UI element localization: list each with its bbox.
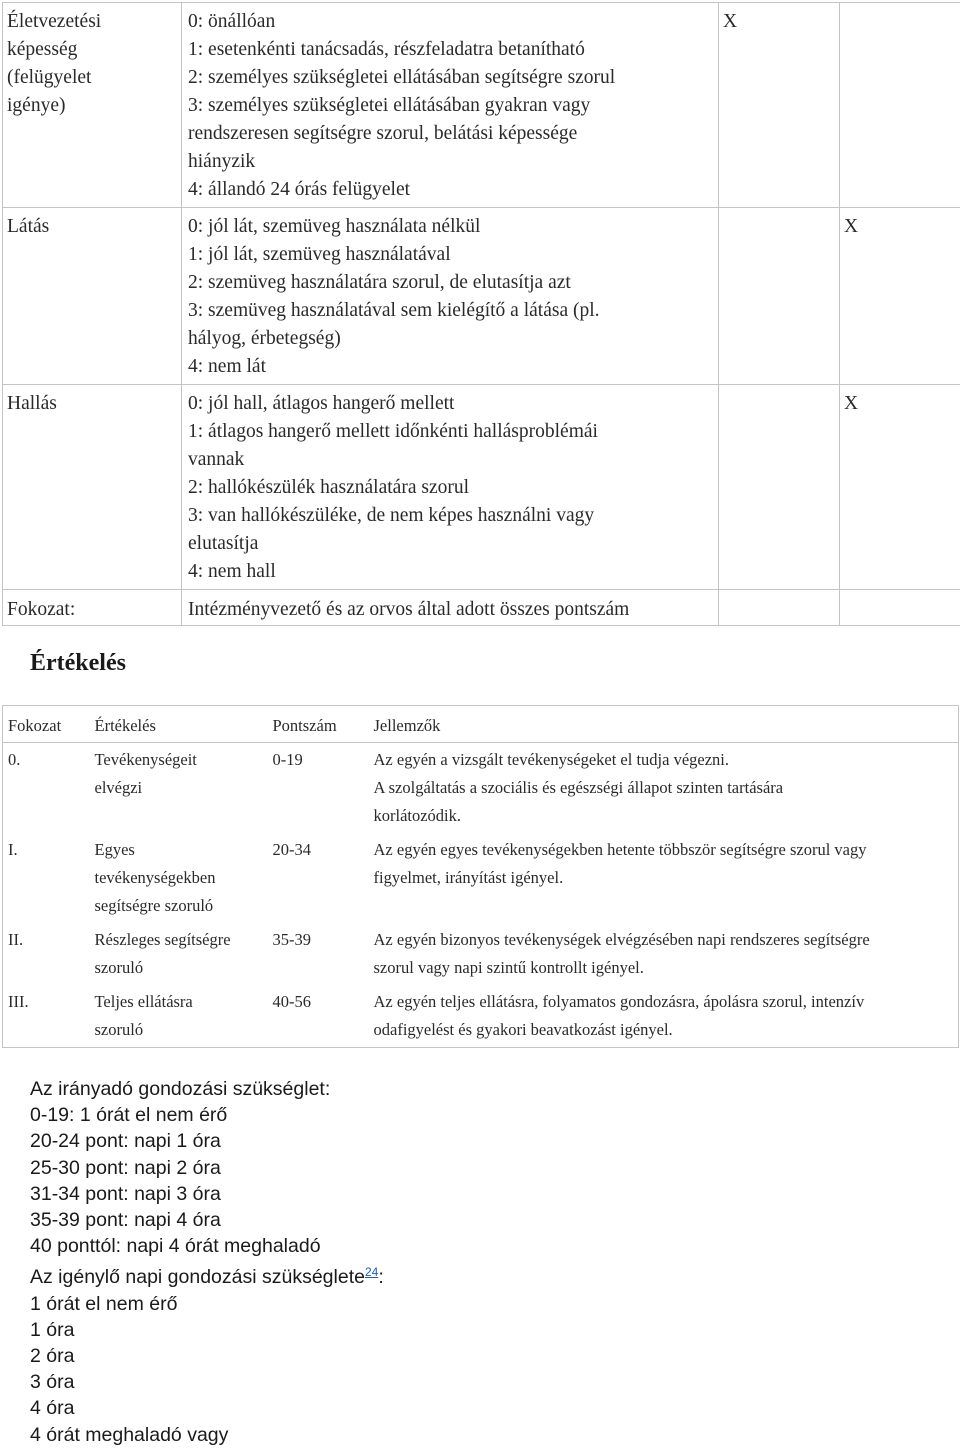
grade-cell (3, 923, 90, 985)
note-line: Az irányadó gondozási szükséglet: (30, 1076, 930, 1102)
criterion-option-line: elutasítja (188, 530, 714, 558)
score-cell-line: 20-34 (273, 836, 364, 864)
column-header: Jellemzők (369, 706, 959, 743)
criterion-options (182, 385, 719, 590)
criterion-option-line: 4: nem lát (188, 353, 714, 381)
column-header: Értékelés (90, 706, 268, 743)
criterion-options (182, 3, 719, 208)
evaluation-cell (90, 833, 268, 923)
criterion-option-line: hályog, érbetegség) (188, 325, 714, 353)
evaluation-cell-line: Részleges segítségre (95, 926, 263, 954)
characteristics-cell-line: korlátozódik. (374, 802, 954, 830)
note-line: 31-34 pont: napi 3 óra (30, 1181, 930, 1207)
note-option-line: 3 óra (30, 1369, 930, 1395)
characteristics-cell (369, 833, 959, 923)
score-cell (268, 833, 369, 923)
criterion-option-line: 4: nem hall (188, 558, 714, 586)
evaluation-cell-line: elvégzi (95, 774, 263, 802)
note-line: 25-30 pont: napi 2 óra (30, 1155, 930, 1181)
total-score-cell-3 (719, 590, 840, 626)
criterion-option-line: 2: szemüveg használatára szorul, de elutasítja azt (188, 269, 714, 297)
criterion-label-line: Látás (7, 213, 177, 241)
total-score-cell-4 (840, 590, 960, 626)
assessment-row (3, 208, 960, 385)
assessment-table (2, 2, 960, 626)
evaluation-cell-line: Egyes (95, 836, 263, 864)
criterion-label-line: igénye) (7, 92, 177, 120)
care-need-notes (30, 1076, 930, 1448)
note-line: 0-19: 1 órát el nem érő (30, 1102, 930, 1128)
characteristics-cell-line: Az egyén egyes tevékenységekben hetente többször segítségre szorul vagy (374, 836, 954, 864)
grade-cell-line: II. (8, 926, 85, 954)
characteristics-cell-line: odafigyelést és gyakori beavatkozást igényel. (374, 1016, 954, 1044)
criterion-option-line: 0: jól hall, átlagos hangerő mellett (188, 390, 714, 418)
assessment-footer-row (3, 590, 960, 626)
evaluation-row (3, 923, 959, 985)
note-line: 40 ponttól: napi 4 órát meghaladó (30, 1233, 930, 1259)
criterion-option-line: 2: hallókészülék használatára szorul (188, 474, 714, 502)
evaluation-table-body (3, 706, 959, 1048)
note-option-line: 4 óra (30, 1395, 930, 1421)
score-cell-line: 0-19 (273, 746, 364, 774)
grade-cell (3, 985, 90, 1048)
evaluation-header-row (3, 706, 959, 743)
grade-label: Fokozat: (3, 590, 182, 626)
grade-cell-line: I. (8, 836, 85, 864)
criterion-label (3, 3, 182, 208)
note-line: 35-39 pont: napi 4 óra (30, 1207, 930, 1233)
criterion-options (182, 208, 719, 385)
assessment-row (3, 3, 960, 208)
evaluation-cell-line: Tevékenységeit (95, 746, 263, 774)
grade-cell (3, 833, 90, 923)
criterion-label (3, 385, 182, 590)
mark-cell-4: X (840, 208, 960, 385)
criterion-option-line: 1: esetenkénti tanácsadás, részfeladatra betanítható (188, 36, 714, 64)
care-need-text: Az igénylő napi gondozási szükséglete (30, 1266, 365, 1288)
criterion-option-line: 4: állandó 24 órás felügyelet (188, 176, 714, 204)
note-option-line: 1 óra (30, 1317, 930, 1343)
grade-cell-line: III. (8, 988, 85, 1016)
characteristics-cell-line: figyelmet, irányítást igényel. (374, 864, 954, 892)
characteristics-cell (369, 923, 959, 985)
score-cell (268, 985, 369, 1048)
care-need-suffix: : (378, 1266, 383, 1288)
mark-cell-3 (719, 208, 840, 385)
evaluation-cell-line: tevékenységekben (95, 864, 263, 892)
criterion-label-line: képesség (7, 36, 177, 64)
evaluation-cell-line: segítségre szoruló (95, 892, 263, 920)
evaluation-row (3, 985, 959, 1048)
criterion-option-line: 3: szemüveg használatával sem kielégítő a látása (pl. (188, 297, 714, 325)
grade-cell-line: 0. (8, 746, 85, 774)
score-cell (268, 743, 369, 834)
evaluation-heading: Értékelés (30, 646, 126, 680)
score-cell (268, 923, 369, 985)
criterion-option-line: 1: átlagos hangerő mellett időnkénti hallásproblémái (188, 418, 714, 446)
criterion-option-line: 0: jól lát, szemüveg használata nélkül (188, 213, 714, 241)
characteristics-cell-line: Az egyén teljes ellátásra, folyamatos gondozásra, ápolásra szorul, intenzív (374, 988, 954, 1016)
characteristics-cell (369, 985, 959, 1048)
criterion-option-line: 0: önállóan (188, 8, 714, 36)
evaluation-cell-line: szoruló (95, 1016, 263, 1044)
characteristics-cell-line: szorul vagy napi szintű kontrollt igényel. (374, 954, 954, 982)
assessment-table-body (3, 3, 960, 626)
evaluation-row (3, 833, 959, 923)
criterion-label (3, 208, 182, 385)
criterion-option-line: 3: van hallókészüléke, de nem képes használni vagy (188, 502, 714, 530)
characteristics-cell (369, 743, 959, 834)
note-option-line: 4 órát meghaladó vagy (30, 1422, 930, 1448)
criterion-option-line: hiányzik (188, 148, 714, 176)
note-line: 20-24 pont: napi 1 óra (30, 1128, 930, 1154)
grade-cell (3, 743, 90, 834)
column-header: Fokozat (3, 706, 90, 743)
evaluation-table (2, 705, 959, 1048)
criterion-label-line: Hallás (7, 390, 177, 418)
criterion-option-line: vannak (188, 446, 714, 474)
characteristics-cell-line: Az egyén a vizsgált tevékenységeket el tudja végezni. (374, 746, 954, 774)
criterion-label-line: Életvezetési (7, 8, 177, 36)
criterion-option-line: 3: személyes szükségletei ellátásában gyakran vagy (188, 92, 714, 120)
characteristics-cell-line: A szolgáltatás a szociális és egészségi állapot szinten tartására (374, 774, 954, 802)
mark-cell-4: X (840, 385, 960, 590)
mark-cell-4 (840, 3, 960, 208)
criterion-label-line: (felügyelet (7, 64, 177, 92)
characteristics-cell-line: Az egyén bizonyos tevékenységek elvégzésében napi rendszeres segítségre (374, 926, 954, 954)
evaluation-cell (90, 923, 268, 985)
evaluation-cell-line: Teljes ellátásra (95, 988, 263, 1016)
criterion-option-line: 1: jól lát, szemüveg használatával (188, 241, 714, 269)
evaluation-cell-line: szoruló (95, 954, 263, 982)
footnote-link[interactable]: 24 (365, 1265, 378, 1279)
score-cell-line: 35-39 (273, 926, 364, 954)
evaluation-cell (90, 985, 268, 1048)
score-cell-line: 40-56 (273, 988, 364, 1016)
total-score-label: Intézményvezető és az orvos által adott összes pontszám (182, 590, 719, 626)
note-option-line: 1 órát el nem érő (30, 1291, 930, 1317)
column-header: Pontszám (268, 706, 369, 743)
mark-cell-3: X (719, 3, 840, 208)
evaluation-cell (90, 743, 268, 834)
evaluation-row (3, 743, 959, 834)
criterion-option-line: 2: személyes szükségletei ellátásában segítségre szorul (188, 64, 714, 92)
note-option-line: 2 óra (30, 1343, 930, 1369)
criterion-option-line: rendszeresen segítségre szorul, belátási képessége (188, 120, 714, 148)
assessment-row (3, 385, 960, 590)
care-need-line (30, 1259, 930, 1290)
mark-cell-3 (719, 385, 840, 590)
